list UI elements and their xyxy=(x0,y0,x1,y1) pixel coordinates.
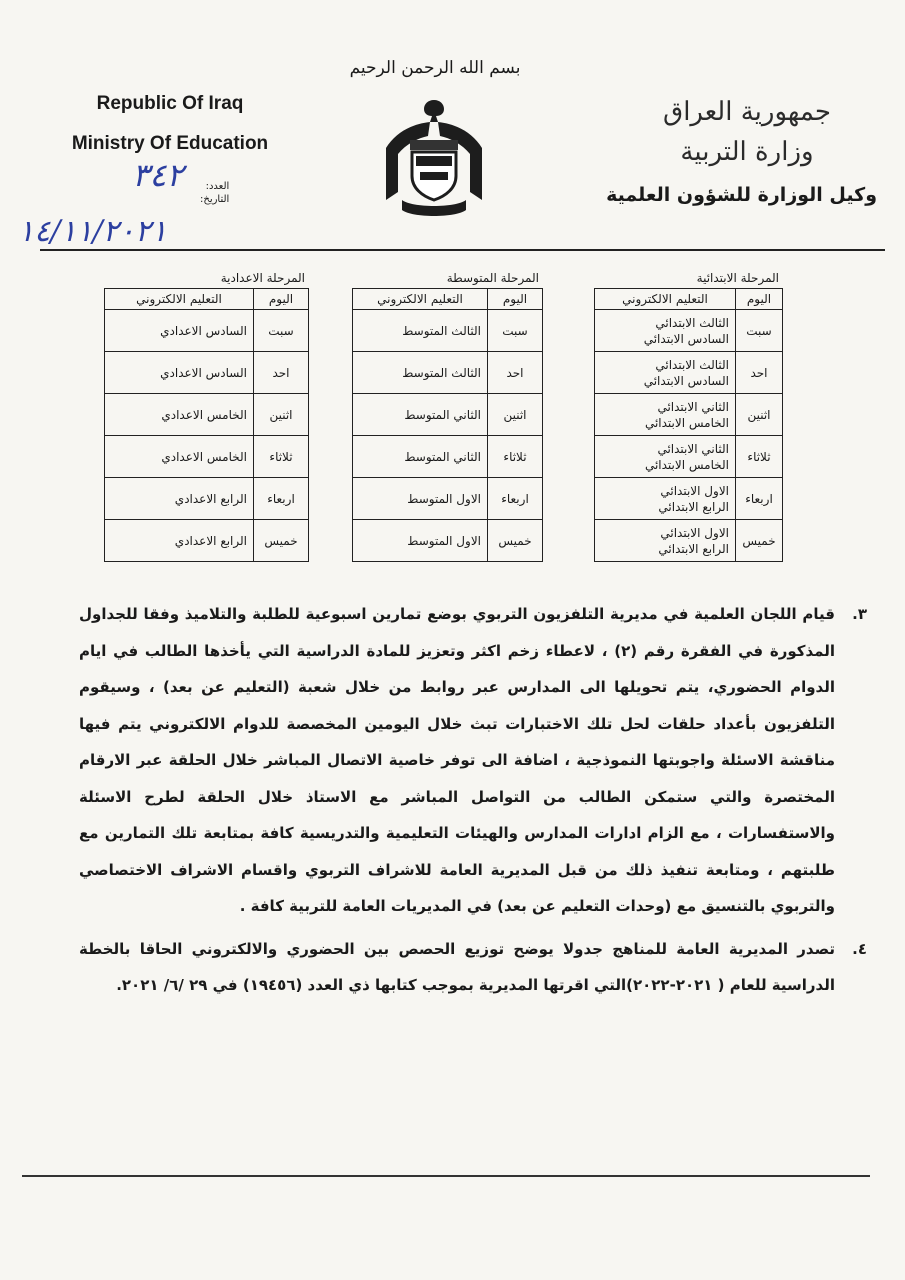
grade-cell: السادس الاعدادي xyxy=(105,352,254,394)
day-cell: خميس xyxy=(254,520,309,562)
table-row xyxy=(353,478,543,520)
day-cell: اثنين xyxy=(736,394,783,436)
elearning-header: التعليم الالكتروني xyxy=(353,289,488,310)
grade-cell xyxy=(595,394,736,436)
day-cell: احد xyxy=(254,352,309,394)
grade-line: الرابع الابتدائي xyxy=(658,541,729,556)
table-row xyxy=(595,310,783,352)
day-cell: اثنين xyxy=(254,394,309,436)
grade-cell: الثاني المتوسط xyxy=(353,436,488,478)
grade-cell xyxy=(595,310,736,352)
grade-cell xyxy=(595,478,736,520)
elearning-header: التعليم الالكتروني xyxy=(105,289,254,310)
paragraph-text: تصدر المديرية العامة للمناهج جدولا يوضح توزيع الحصص بين الحضوري والالكتروني الحاقا بالخطة الدراسية للعام ( ٢٠٢١-٢٠٢٢)التي اقرتها المديرية بموجب كتابها ذي العدد (١٩٤٥٦) في ٢٩ /٦/ ٢٠٢١. xyxy=(79,939,835,994)
table-row xyxy=(353,352,543,394)
republic-line: Republic Of Iraq xyxy=(96,93,244,114)
day-header: اليوم xyxy=(254,289,309,310)
table-row xyxy=(353,436,543,478)
paragraph-text: قيام اللجان العلمية في مديرية التلفزيون التربوي بوضع تمارين اسبوعية للطلبة والتلاميذ وفقا للجداول المذكورة في الفقرة رقم (٢) ، لاعطاء زخم اكثر وتعزيز للمادة الدراسية التي يأخذها الطالب في ايام الدوام الحضوري، يتم تحويلها الى المدارس عبر روابط من خلال شعبة (التعليم عن بعد) ، وسيقوم التلفزيون بأعداد حلقات لحل تلك الاختبارات تبث خلال اليومين المخصصة للدوام الالكتروني يتم فيها مناقشة الاسئلة واجوبتها النموذجية ، اضافة الى توفر خاصية الاتصال المباشر خلال الحلقة عبر الارقام المختصرة والتي ستمكن الطالب من التواصل المباشر مع الاستاذ خلال الحلقة لطرح الاسئلة والاستفسارات ، مع الزام ادارات المدارس والهيئات التعليمية والتدريسية كافة بمتابعة تلك التمارين مع طلبتهم ، ومتابعة تنفيذ ذلك من قبل المديرية العامة للاشراف التربوي واقسام الاشراف الاختصاصي والتربوي بالتنسيق مع (وحدات التعليم عن بعد) في المديريات العامة للتربية كافة . xyxy=(79,605,835,915)
table-header-row xyxy=(595,289,783,310)
paragraph-number: ٣. xyxy=(852,605,867,623)
table-header-row xyxy=(105,289,309,310)
grade-line: الرابع الابتدائي xyxy=(658,499,729,514)
grade-cell xyxy=(595,436,736,478)
day-cell: احد xyxy=(736,352,783,394)
grade-cell: الخامس الاعدادي xyxy=(105,436,254,478)
arabic-ministry-line: وزارة التربية xyxy=(680,137,814,167)
number-label: العدد: xyxy=(205,181,230,192)
grade-line: الخامس الابتدائي xyxy=(644,415,729,430)
day-cell: ثلاثاء xyxy=(736,436,783,478)
grade-cell: الثالث المتوسط xyxy=(353,310,488,352)
grade-line: الثالث الابتدائي xyxy=(655,357,729,372)
day-cell: ثلاثاء xyxy=(488,436,543,478)
reference-date: ١٤/١١/٢٠٢١ xyxy=(18,214,168,249)
day-cell: سبت xyxy=(254,310,309,352)
grade-cell: الاول المتوسط xyxy=(353,520,488,562)
primary-stage-table xyxy=(594,268,783,562)
arabic-letterhead xyxy=(627,92,867,172)
day-cell: اربعاء xyxy=(736,478,783,520)
table-row xyxy=(353,310,543,352)
table-row xyxy=(595,520,783,562)
day-cell: خميس xyxy=(736,520,783,562)
table-row xyxy=(353,520,543,562)
schedule-table xyxy=(352,288,543,562)
grade-cell: الاول المتوسط xyxy=(353,478,488,520)
table-row xyxy=(595,394,783,436)
table-row xyxy=(595,478,783,520)
grade-line: الثاني الابتدائي xyxy=(657,441,729,456)
table-row xyxy=(105,310,309,352)
grade-cell: الرابع الاعدادي xyxy=(105,520,254,562)
stage-title: المرحلة الاعدادية xyxy=(220,271,305,285)
day-cell: اربعاء xyxy=(488,478,543,520)
office-title: وكيل الوزارة للشؤون العلمية xyxy=(606,184,877,206)
grade-line: الخامس الابتدائي xyxy=(644,457,729,472)
grade-line: الثالث الابتدائي xyxy=(655,315,729,330)
grade-line: السادس الابتدائي xyxy=(643,373,729,388)
grade-cell: الثالث المتوسط xyxy=(353,352,488,394)
preparatory-stage-table xyxy=(104,268,309,562)
schedule-table xyxy=(594,288,783,562)
day-cell: ثلاثاء xyxy=(254,436,309,478)
table-row xyxy=(353,394,543,436)
day-header: اليوم xyxy=(488,289,543,310)
table-row xyxy=(595,436,783,478)
grade-cell xyxy=(595,352,736,394)
day-header: اليوم xyxy=(736,289,783,310)
english-letterhead xyxy=(40,84,300,164)
grade-line: الثاني الابتدائي xyxy=(657,399,729,414)
paragraph-number: ٤. xyxy=(852,939,867,958)
grade-cell: الثاني المتوسط xyxy=(353,394,488,436)
date-label: التاريخ: xyxy=(200,194,230,205)
body-text xyxy=(79,596,869,1010)
table-row xyxy=(105,352,309,394)
grade-line: الاول الابتدائي xyxy=(660,483,729,498)
stage-title: المرحلة الابتدائية xyxy=(696,271,779,285)
grade-cell xyxy=(595,520,736,562)
day-cell: اربعاء xyxy=(254,478,309,520)
reference-labels xyxy=(200,180,229,206)
day-cell: احد xyxy=(488,352,543,394)
stage-title: المرحلة المتوسطة xyxy=(446,271,539,285)
grade-cell: الخامس الاعدادي xyxy=(105,394,254,436)
header-divider xyxy=(40,249,885,251)
footer-divider xyxy=(22,1175,870,1177)
table-header-row xyxy=(353,289,543,310)
intermediate-stage-table xyxy=(352,268,543,562)
iraq-eagle-emblem xyxy=(382,92,486,224)
basmala: بسم الله الرحمن الرحيم xyxy=(349,58,521,78)
grade-line: السادس الابتدائي xyxy=(643,331,729,346)
grade-cell: السادس الاعدادي xyxy=(105,310,254,352)
grade-line: الاول الابتدائي xyxy=(660,525,729,540)
day-cell: سبت xyxy=(736,310,783,352)
table-row xyxy=(105,478,309,520)
table-row xyxy=(105,436,309,478)
table-row xyxy=(595,352,783,394)
schedule-table xyxy=(104,288,309,562)
reference-number: ٣٤٢ xyxy=(132,156,184,194)
day-cell: سبت xyxy=(488,310,543,352)
arabic-republic-line: جمهورية العراق xyxy=(663,97,831,127)
paragraph-4 xyxy=(79,931,869,1004)
day-cell: خميس xyxy=(488,520,543,562)
paragraph-3 xyxy=(79,596,869,925)
day-cell: اثنين xyxy=(488,394,543,436)
table-row xyxy=(105,394,309,436)
grade-cell: الرابع الاعدادي xyxy=(105,478,254,520)
ministry-line: Ministry Of Education xyxy=(71,133,269,154)
elearning-header: التعليم الالكتروني xyxy=(595,289,736,310)
table-row xyxy=(105,520,309,562)
